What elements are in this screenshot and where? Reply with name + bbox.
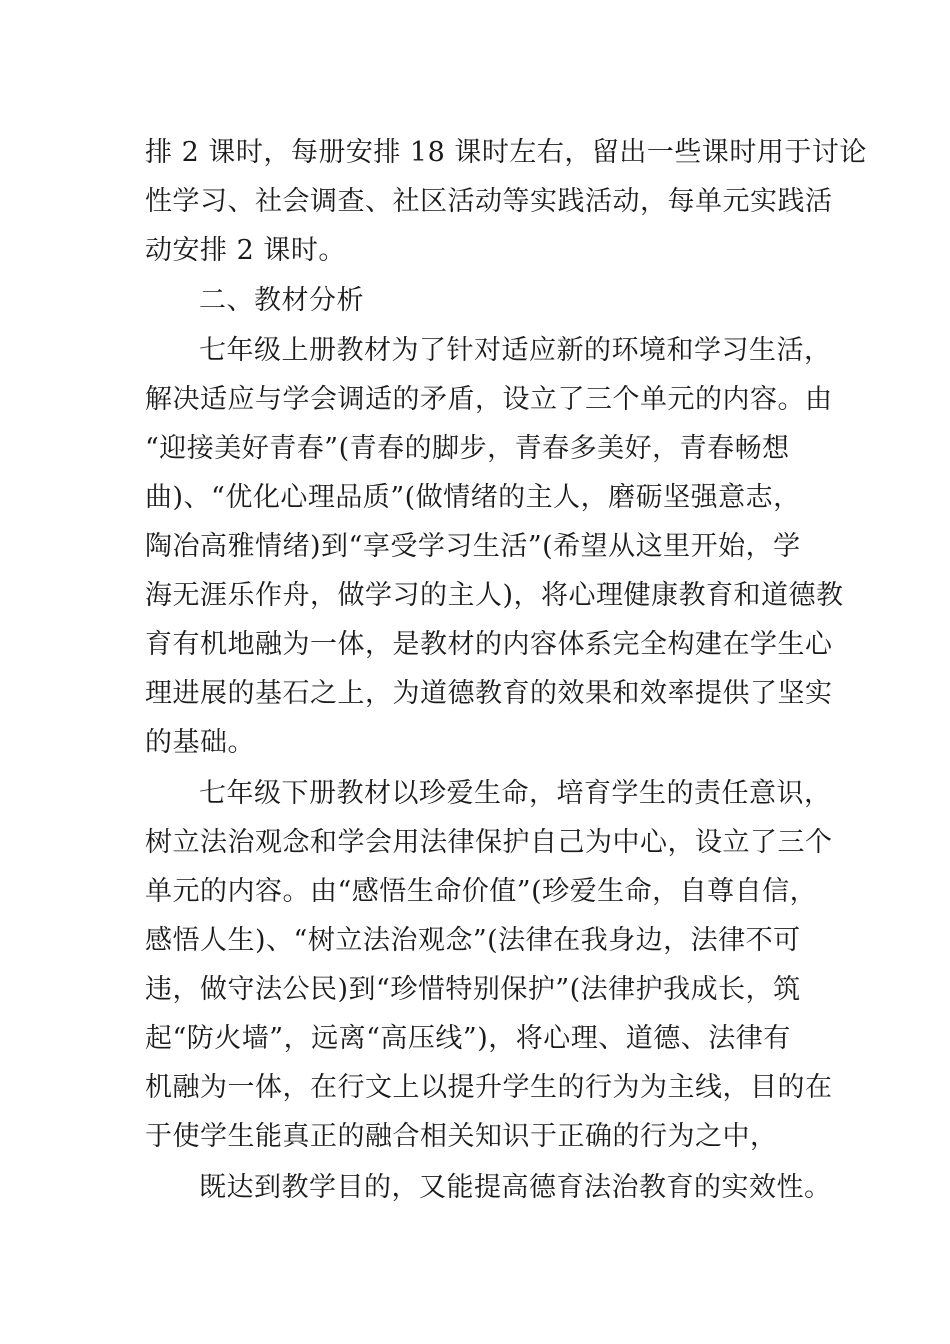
text-line: 理进展的基石之上，为道德教育的效果和效率提供了坚实: [145, 678, 833, 709]
paragraph-grade7-upper: [145, 326, 844, 767]
text-line: 七年级下册教材以珍爱生命，培育学生的责任意识，: [199, 778, 832, 809]
section-heading: 二、教材分析: [199, 285, 364, 316]
text-line: 育有机地融为一体，是教材的内容体系完全构建在学生心: [145, 629, 833, 660]
text-line: 既达到教学目的，又能提高德育法治教育的实效性。: [199, 1172, 832, 1203]
text-line: 单元的内容。由“感悟生命价值”(珍爱生命，自尊自信，: [145, 876, 818, 907]
text-line: 感悟人生)、“树立法治观念”(法律在我身边，法律不可: [145, 925, 801, 956]
text-line: 性学习、社会调查、社区活动等实践活动，每单元实践活: [145, 186, 833, 217]
section-heading-block: [145, 276, 810, 325]
text-line: “迎接美好青春”(青春的脚步，青春多美好，青春畅想: [145, 433, 790, 464]
text-line: 于使学生能真正的融合相关知识于正确的行为之中，: [145, 1121, 778, 1152]
paragraph-final: [145, 1163, 832, 1212]
text-line: 曲)、“优化心理品质”(做情绪的主人，磨砺坚强意志，: [145, 482, 801, 513]
paragraph-continuation: [145, 128, 867, 275]
text-line: 解决适应与学会调适的矛盾，设立了三个单元的内容。由: [145, 384, 833, 415]
text-line: 排 2 课时，每册安排 18 课时左右，留出一些课时用于讨论: [145, 137, 867, 168]
text-line: 树立法治观念和学会用法律保护自己为中心，设立了三个: [145, 827, 833, 858]
text-line: 陶冶高雅情绪)到“享受学习生活”(希望从这里开始，学: [145, 531, 801, 562]
text-line: 动安排 2 课时。: [145, 235, 346, 266]
text-line: 七年级上册教材为了针对适应新的环境和学习生活，: [199, 335, 832, 366]
paragraph-grade7-lower: [145, 769, 833, 1161]
text-line: 违，做守法公民)到“珍惜特别保护”(法律护我成长，筑: [145, 974, 801, 1005]
text-line: 的基础。: [145, 727, 255, 758]
text-line: 起“防火墙”，远离“高压线”)，将心理、道德、法律有: [145, 1023, 791, 1054]
text-line: 机融为一体，在行文上以提升学生的行为为主线，目的在: [145, 1072, 833, 1103]
text-line: 海无涯乐作舟，做学习的主人)，将心理健康教育和道德教: [145, 580, 844, 611]
